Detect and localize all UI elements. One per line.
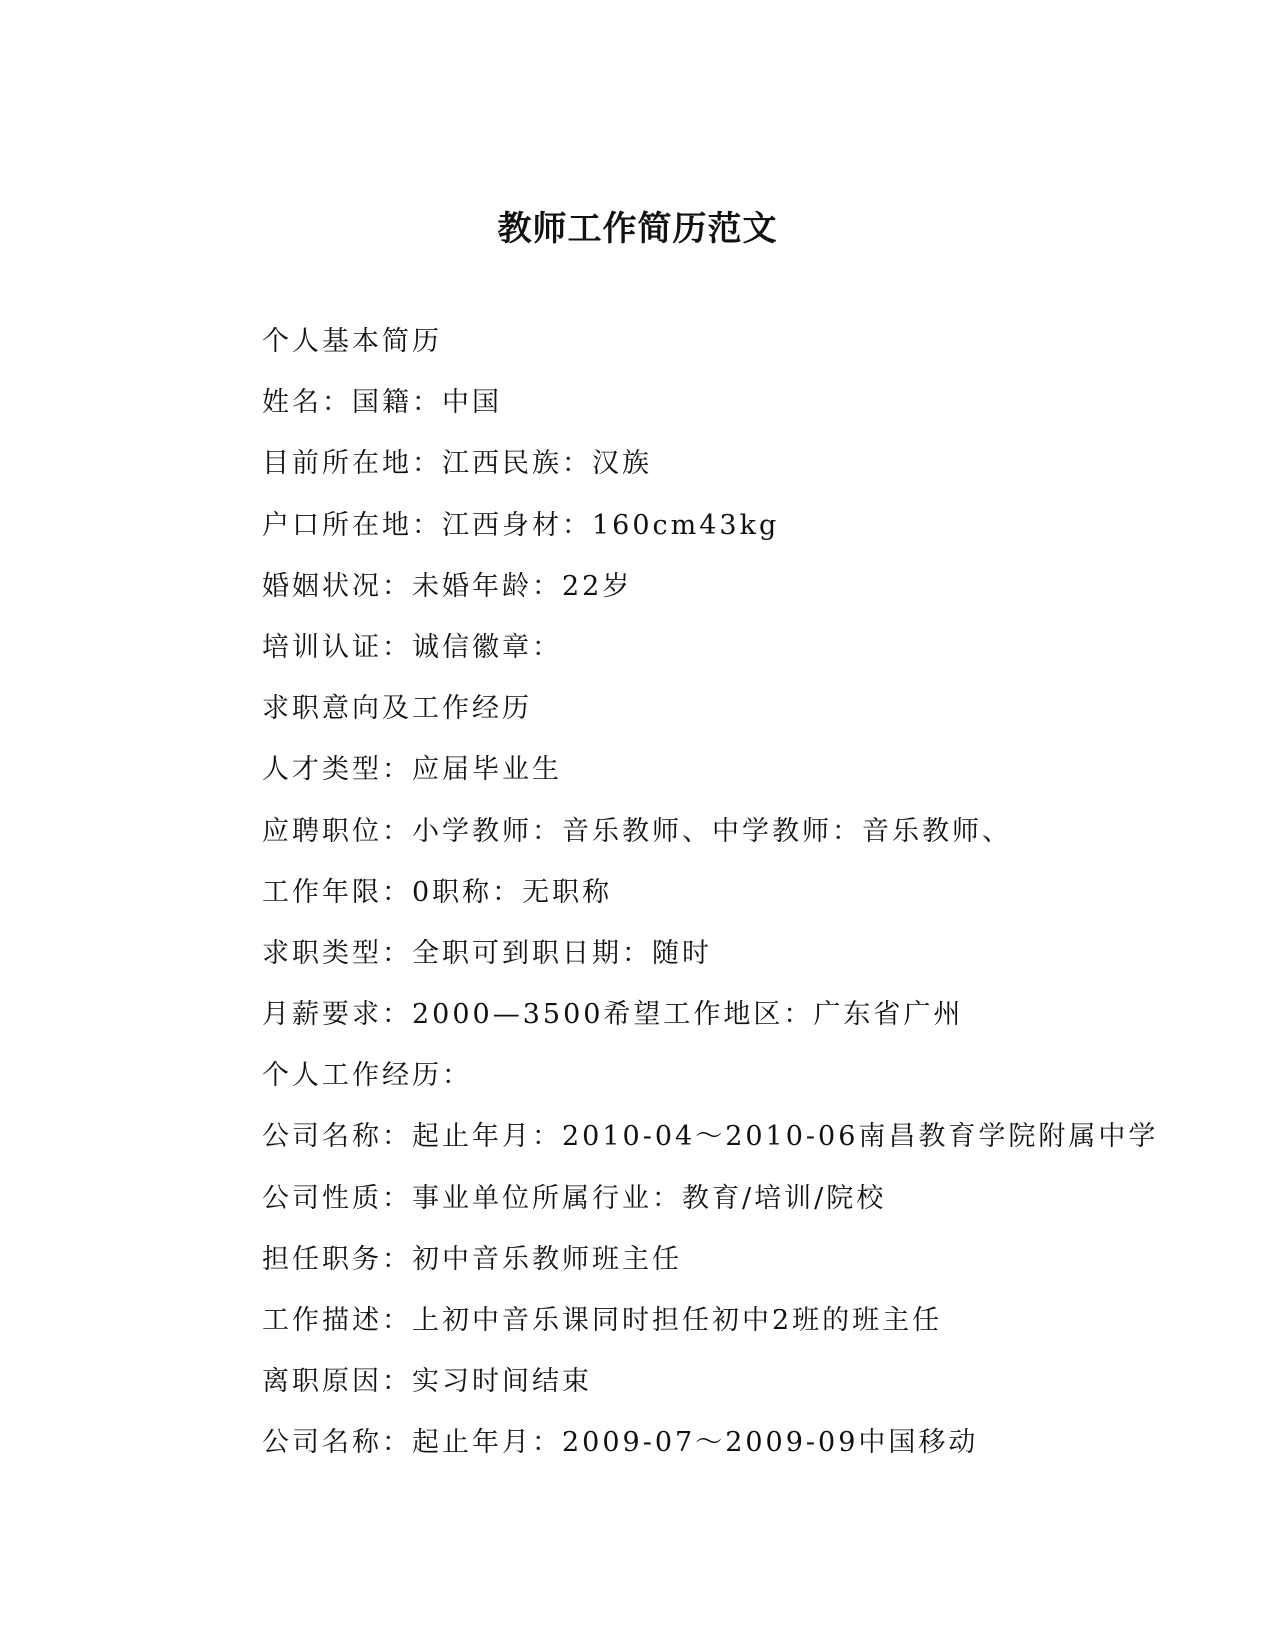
text-line: 个人基本简历 xyxy=(262,326,442,357)
text-line: 工作年限：0职称：无职称 xyxy=(262,876,613,908)
text-line: 个人工作经历： xyxy=(262,1060,472,1092)
text-line: 人才类型：应届毕业生 xyxy=(262,754,562,786)
text-line: 户口所在地：江西身材：160cm43kg xyxy=(262,509,780,541)
text-line: 离职原因：实习时间结束 xyxy=(262,1366,592,1398)
text-line: 工作描述：上初中音乐课同时担任初中2班的班主任 xyxy=(262,1305,943,1336)
text-line: 公司性质：事业单位所属行业：教育/培训/院校 xyxy=(262,1182,887,1214)
text-line: 担任职务：初中音乐教师班主任 xyxy=(262,1243,682,1275)
document-title: 教师工作简历范文 xyxy=(497,209,778,249)
text-line: 培训认证：诚信徽章： xyxy=(262,631,562,663)
text-line: 婚姻状况：未婚年龄：22岁 xyxy=(262,570,633,602)
text-line: 公司名称：起止年月：2009-07～2009-09中国移动 xyxy=(262,1427,979,1459)
text-line: 应聘职位：小学教师：音乐教师、中学教师：音乐教师、 xyxy=(262,815,1012,847)
text-line: 目前所在地：江西民族：汉族 xyxy=(262,448,652,480)
text-line: 公司名称：起止年月：2010-04～2010-06南昌教育学院附属中学 xyxy=(262,1121,1159,1153)
text-line: 月薪要求：2000—3500希望工作地区：广东省广州 xyxy=(262,999,964,1031)
text-line: 求职类型：全职可到职日期：随时 xyxy=(262,937,712,969)
text-line: 求职意向及工作经历 xyxy=(262,693,532,725)
document-body xyxy=(262,322,1162,1485)
text-line: 姓名：国籍：中国 xyxy=(262,387,502,419)
